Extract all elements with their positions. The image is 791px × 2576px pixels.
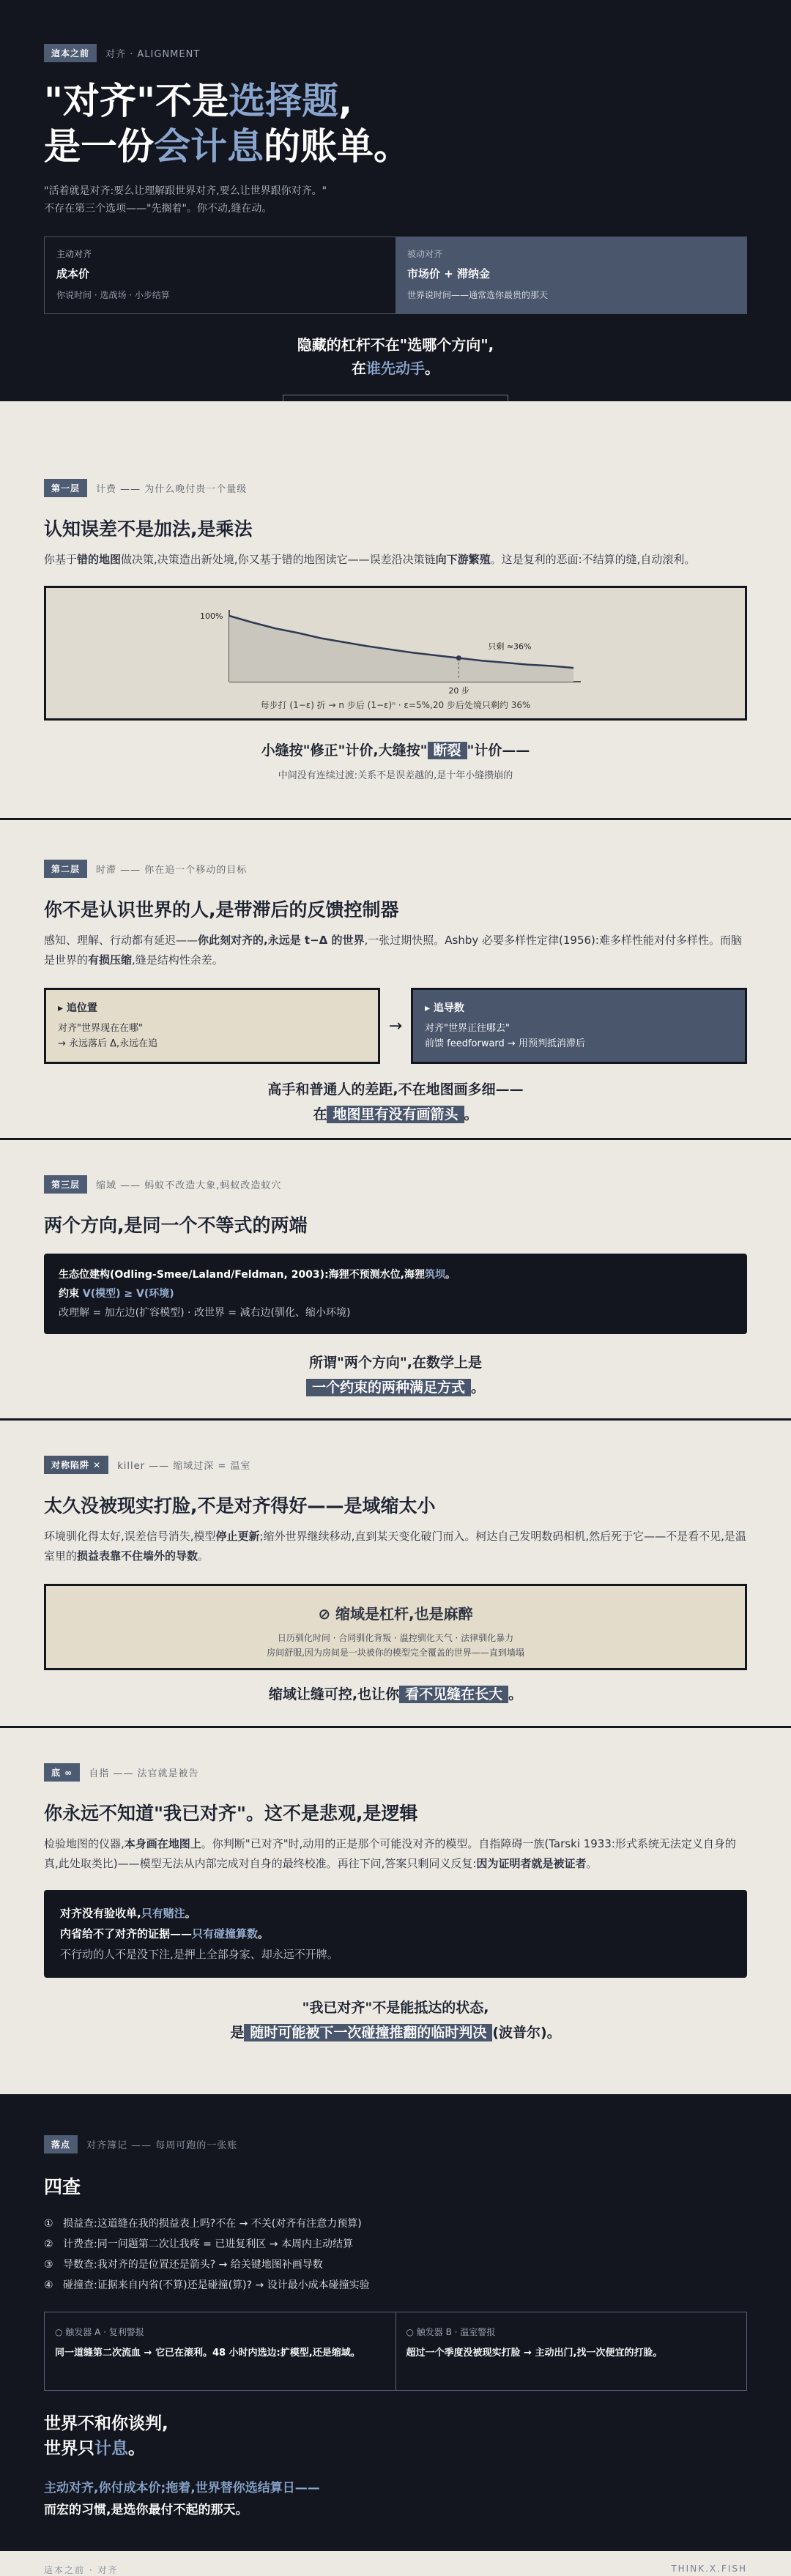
formula-accent: 筑坝	[425, 1269, 445, 1281]
lever-line: 隐藏的杠杆不在"选哪个方向",	[44, 333, 747, 357]
conclusion-line: "我已对齐"不是能抵达的状态,	[44, 1995, 747, 2020]
marker-point	[456, 655, 461, 660]
start-label: 100%	[200, 611, 223, 621]
desc-part: 。	[586, 1857, 597, 1870]
desc-bold: 你此刻对齐的,永远是 t−Δ 的世界	[198, 934, 365, 947]
trigger-desc: 同一道缝第二次流血 → 它已在滚利。48 小时内选边:扩模型,还是缩域。	[55, 2345, 385, 2361]
layer5-conclusion	[44, 1995, 747, 2045]
layer1-tag: 第一层	[44, 479, 87, 497]
desc-part: 做决策,决策造出新处境,你又基于错的地图读它——误差沿决策链	[121, 553, 436, 566]
layer3-kicker: 缩域 —— 蚂蚁不改造大象,蚂蚁改造蚁穴	[96, 1177, 281, 1191]
desc-bold: 损益表靠不住墙外的导数	[77, 1549, 198, 1563]
check-number: ③	[44, 2255, 63, 2275]
check-item	[44, 2234, 747, 2255]
layer2-desc	[44, 931, 747, 970]
layer4-tag: 对称陷阱 ✕	[44, 1456, 108, 1474]
check-number: ①	[44, 2214, 63, 2234]
conclusion-line: 高手和普通人的差距,不在地图画多细——	[44, 1077, 747, 1102]
closing-note	[44, 2477, 747, 2521]
desc-part: 。你判断"已对齐"时,动用的正是那个可能没对齐的模型。自指障碍一族(Tarski 1933:形式系统无法定义自身的真,此处取类比)——模型无法从内部完成对自身的最终校准。再往下问,答案只剩同义反复:	[44, 1837, 736, 1870]
conclusion-part: 小缝按"修正"计价,大缝按"	[261, 742, 428, 759]
trigger-title: ○ 触发器 A · 复利警报	[55, 2326, 385, 2338]
conclusion-part: (波普尔)。	[492, 2025, 560, 2041]
conclusion-highlight: 随时可能被下一次碰撞推翻的临时判决	[244, 2024, 492, 2041]
finale-tag: 落点	[44, 2135, 78, 2154]
check-text: 计费查:同一问题第二次让我疼 = 已进复利区 → 本周内主动结算	[63, 2238, 353, 2250]
desc-part: 感知、理解、行动都有延迟——	[44, 934, 198, 947]
conclusion-part: 。	[464, 1106, 478, 1123]
card-line: 对齐"世界正往哪去"	[425, 1021, 733, 1036]
layer5-section	[0, 1728, 791, 2094]
desc-bold: 因为证明者就是被证者	[476, 1857, 586, 1870]
hero-title	[44, 78, 747, 169]
desc-bold: 停止更新	[216, 1530, 260, 1543]
formula-part: 。	[445, 1269, 456, 1281]
card-desc: 你说时间 · 选战场 · 小步结算	[56, 289, 384, 301]
layer1-conclusion	[44, 738, 747, 763]
card-desc: 世界说时间——通常选你最贵的那天	[407, 289, 735, 301]
box-title: ⊘ 缩域是杠杆,也是麻醉	[46, 1602, 745, 1623]
layer4-kicker: killer —— 缩域过深 = 温室	[117, 1458, 250, 1472]
layer2-kicker: 时滞 —— 你在追一个移动的目标	[96, 862, 247, 876]
box-part: 对齐没有验收单,	[60, 1907, 141, 1920]
card-line: 前馈 feedforward → 用预判抵消滞后	[425, 1036, 733, 1051]
hero-title-accent: 会计息	[154, 125, 264, 168]
passive-alignment-card	[396, 237, 746, 313]
conclusion-part: 。	[508, 1686, 522, 1702]
finale-tagrow	[44, 2135, 747, 2154]
layer2-section	[0, 820, 791, 1138]
footer-left: 這本之前 · 对齐	[44, 2564, 118, 2576]
layer4-section	[0, 1421, 791, 1726]
formula-part: 生态位建构(Odling-Smee/Laland/Feldman, 2003):海狸不预测水位,海狸	[59, 1269, 425, 1281]
layer1-section	[0, 401, 791, 818]
hero-title-part: 的账单。	[264, 125, 410, 168]
check-item	[44, 2275, 747, 2296]
lever-part: 在	[352, 360, 366, 377]
check-number: ④	[44, 2275, 63, 2296]
check-item	[44, 2255, 747, 2275]
layer4-desc	[44, 1527, 747, 1566]
desc-part: 环境驯化得太好,误差信号消失,模型	[44, 1530, 216, 1543]
layer1-desc	[44, 550, 747, 570]
niche-construction-formula	[44, 1254, 747, 1334]
desc-part: ,缝是结构性余差。	[132, 953, 223, 967]
formula-accent: V(模型) ≥ V(环境)	[83, 1288, 174, 1300]
finale-kicker: 对齐簿记 —— 每周可跑的一张账	[86, 2137, 237, 2151]
no-acceptance-box	[44, 1890, 747, 1978]
card-title: ▸ 追位置	[58, 1000, 366, 1015]
layer5-kicker: 自指 —— 法官就是被告	[89, 1765, 198, 1779]
card-line: 对齐"世界现在在哪"	[58, 1021, 366, 1036]
trigger-title: ○ 触发器 B · 温室警报	[406, 2326, 737, 2338]
box-accent: 只有赌注	[141, 1907, 185, 1920]
hero-title-part: "对齐"不是	[44, 80, 229, 122]
trigger-desc: 超过一个季度没被现实打脸 → 主动出门,找一次便宜的打脸。	[406, 2345, 737, 2361]
layer2-title: 你不是认识世界的人,是带滞后的反馈控制器	[44, 896, 747, 922]
closing-accent: 计息	[94, 2439, 128, 2458]
closing-line: 而宏的习惯,是选你最付不起的那天。	[44, 2499, 747, 2521]
box-part: 。	[258, 1927, 269, 1940]
box-line: 日历驯化时间 · 合同驯化背叛 · 温控驯化天气 · 法律驯化暴力	[46, 1631, 745, 1645]
desc-part: ,一张过期快照。Ashby 必要多样性定律(1956):难多样性能对付多样性。而脑是世界的	[44, 934, 742, 967]
closing-line: 主动对齐,你付成本价;拖着,世界替你选结算日——	[44, 2477, 747, 2499]
box-line: 房间舒服,因为房间是一块被你的模型完全覆盖的世界——直到墙塌	[46, 1645, 745, 1660]
check-text: 导数查:我对齐的是位置还是箭头? → 给关键地图补画导数	[63, 2259, 323, 2271]
check-text: 碰撞查:证据来自内省(不算)还是碰撞(算)? → 设计最小成本碰撞实验	[63, 2279, 370, 2291]
conclusion-part: 缩域让缝可控,也让你	[269, 1686, 399, 1702]
desc-part: 你基于	[44, 553, 77, 566]
card-title: 市场价 + 滞纳金	[407, 266, 735, 281]
layer3-tag: 第三层	[44, 1175, 87, 1194]
box-accent: 只有碰撞算数	[192, 1927, 258, 1940]
hero-quote-line: "活着就是对齐:要么让理解跟世界对齐,要么让世界跟你对齐。"	[44, 182, 425, 200]
anesthesia-box	[44, 1584, 747, 1670]
layer4-tagrow	[44, 1456, 747, 1474]
box-part: 内省给不了对齐的证据——	[60, 1927, 192, 1940]
layer3-conclusion	[44, 1350, 747, 1400]
trigger-b	[396, 2312, 747, 2390]
layer1-subnote: 中间没有连续过渡:关系不是误差越的,是十年小缝攒崩的	[44, 767, 747, 781]
formula-line: 改理解 = 加左边(扩容模型) · 改世界 = 减右边(驯化、缩小环境)	[59, 1303, 732, 1322]
box-part: 。	[185, 1907, 196, 1920]
active-alignment-card	[45, 237, 396, 313]
box-line: 不行动的人不是没下注,是押上全部身家、却永远不开牌。	[60, 1944, 731, 1965]
check-item	[44, 2214, 747, 2234]
four-checks-list	[44, 2214, 747, 2296]
four-checks-title: 四查	[44, 2173, 747, 2199]
desc-bold: 错的地图	[77, 553, 121, 566]
conclusion-highlight: 一个约束的两种满足方式	[306, 1379, 471, 1396]
hero-lever	[44, 333, 747, 380]
closing-statement	[44, 2411, 747, 2461]
conclusion-line: 所谓"两个方向",在数学上是	[44, 1350, 747, 1375]
closing-line: 世界不和你谈判,	[44, 2411, 747, 2436]
hero-title-part: ,	[338, 80, 352, 122]
layer5-tagrow	[44, 1763, 747, 1782]
hero-section	[0, 0, 791, 401]
card-line: → 永远落后 Δ,永远在追	[58, 1036, 366, 1051]
position-vs-derivative	[44, 988, 747, 1064]
check-text: 损益查:这道缝在我的损益表上吗?不在 → 不关(对齐有注意力预算)	[63, 2218, 362, 2230]
hero-quote	[44, 182, 425, 217]
desc-bold: 本身画在地图上	[125, 1837, 201, 1850]
hero-tag: 這本之前	[44, 44, 97, 62]
layer5-tag: 底 ∞	[44, 1763, 80, 1782]
right-arrow-icon: →	[380, 1017, 411, 1035]
desc-part: 。	[198, 1549, 209, 1563]
conclusion-part: 在	[313, 1106, 327, 1123]
triggers-panel	[44, 2312, 747, 2391]
marker-label: 20 步	[448, 685, 469, 696]
decay-chart-svg	[46, 588, 745, 698]
card-title: ▸ 追导数	[425, 1000, 733, 1015]
desc-part: 。这是复利的恶面:不结算的缝,自动滚利。	[491, 553, 696, 566]
chart-caption: 每步打 (1−ε) 折 → n 步后 (1−ε)ⁿ · ε=5%,20 步后处境只剩约 36%	[46, 699, 745, 711]
layer1-kicker: 计费 —— 为什么晚付贵一个量级	[96, 481, 247, 495]
conclusion-highlight: 断裂	[428, 742, 467, 759]
layer2-tag: 第二层	[44, 860, 87, 878]
decay-chart	[44, 586, 747, 721]
closing-part: 。	[128, 2439, 145, 2458]
footer-brand: THINK.X.FISH	[671, 2564, 747, 2576]
desc-bold: 向下游繁殖	[436, 553, 491, 566]
layer2-conclusion	[44, 1077, 747, 1127]
closing-part: 世界只	[44, 2439, 94, 2458]
trigger-a	[45, 2312, 396, 2390]
track-position-card	[44, 988, 380, 1064]
conclusion-part: 是	[230, 2025, 244, 2041]
check-number: ②	[44, 2234, 63, 2255]
layer1-tagrow	[44, 479, 747, 497]
hero-tagrow	[44, 44, 747, 62]
hero-kicker: 对齐 · ALIGNMENT	[105, 46, 200, 60]
layer2-tagrow	[44, 860, 747, 878]
layer3-section	[0, 1140, 791, 1418]
desc-bold: 有损压缩	[88, 953, 132, 967]
conclusion-highlight: 看不见缝在长大	[399, 1686, 508, 1703]
layer1-title: 认知误差不是加法,是乘法	[44, 515, 747, 541]
desc-part: 检验地图的仪器,	[44, 1837, 125, 1850]
lever-accent: 谁先动手	[366, 360, 425, 377]
layer4-conclusion	[44, 1682, 747, 1707]
layer5-title: 你永远不知道"我已对齐"。这不是悲观,是逻辑	[44, 1799, 747, 1825]
track-derivative-card	[411, 988, 747, 1064]
end-label: 只剩 ≈36%	[488, 641, 531, 652]
footer	[44, 2564, 747, 2576]
card-label: 被动对齐	[407, 247, 735, 260]
card-label: 主动对齐	[56, 247, 384, 260]
desc-part: ;缩外世界继续移动,直到某天变化破门而入。柯达自己发明数码相机,然后死于它——不是看不见,是温室里的	[44, 1530, 746, 1563]
conclusion-part: "计价——	[467, 742, 530, 759]
layer3-tagrow	[44, 1175, 747, 1194]
layer4-title: 太久没被现实打脸,不是对齐得好——是域缩太小	[44, 1492, 747, 1518]
hero-quote-line: 不存在第三个选项——"先搁着"。你不动,缝在动。	[44, 200, 425, 217]
lever-part: 。	[425, 360, 439, 377]
conclusion-part: 。	[471, 1380, 485, 1396]
layer3-title: 两个方向,是同一个不等式的两端	[44, 1211, 747, 1237]
card-title: 成本价	[56, 266, 384, 281]
conclusion-highlight: 地图里有没有画箭头	[327, 1106, 464, 1123]
comparison-panel	[44, 237, 747, 314]
layer5-desc	[44, 1834, 747, 1874]
hero-title-part: 是一份	[44, 125, 154, 168]
finale-section	[0, 2094, 791, 2551]
hero-title-accent: 选择题	[229, 80, 338, 122]
formula-part: 约束	[59, 1288, 83, 1300]
